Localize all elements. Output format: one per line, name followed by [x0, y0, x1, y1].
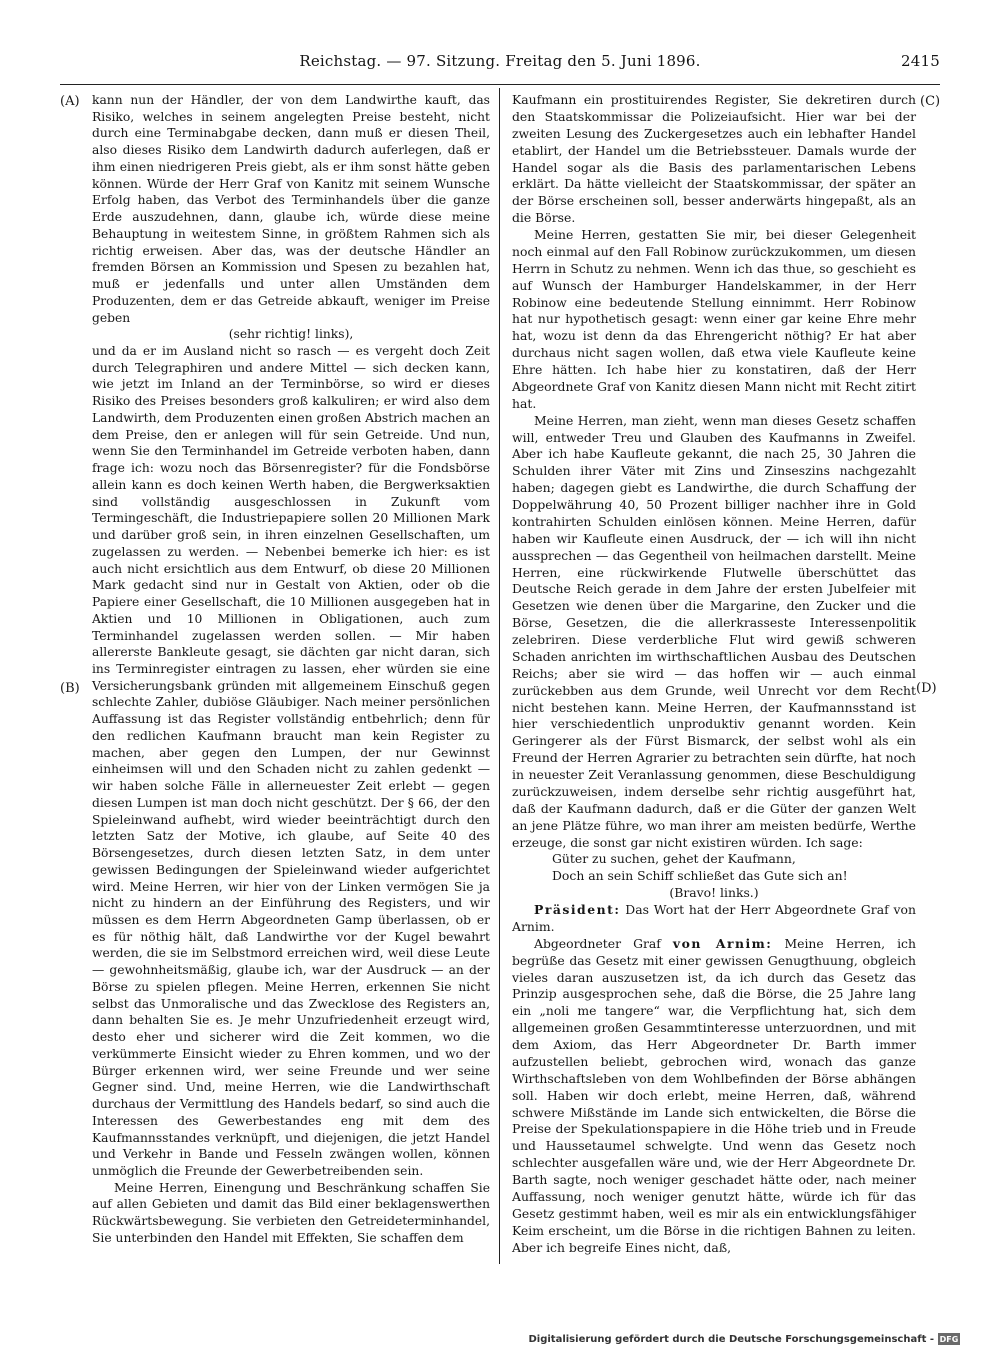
arnim-text: Meine Herren, ich begrüße das Gesetz mit einer gewissen Genugthuung, obgleich vieles daran auszusetzen ist, da ich durch das Gesetz das Prinzip ausgesprochen sehe, daß die Börse, die 25 Jahre lang ein „noli me tangere“ war, die Verpflichtung hat, sich dem allgemeinen großen Gesammtinteresse unterzuordnen, und mit dem Axiom, das Herr Abgeordneter Dr. Barth immer aufzustellen beliebt, gebrochen wird, wonach das ganze Wirthschaftsleben von dem Wohlbefinden der Börse abhängen soll. Haben wir doch erlebt, meine Herren, daß, während schwere Mißstände im Lande sich entwickelten, die Börse die Preise der Spekulationspapiere in die Höhe trieb und in Freude und Haussetaumel schwelgte. Und wenn das Gesetz noch schlechter ausgefallen wäre und, wie der Herr Abgeordnete Dr. Barth sagte, noch weniger geschadet hätte oder, nach meiner Auffassung, noch weniger genutzt hätte, würde ich für das Gesetz gestimmt haben, weil es mir als ein entwicklungsfähiger Keim erscheint, um die Börse in die richtigen Bahnen zu leiten. Aber ich begreife Eines nicht, daß,: [512, 935, 916, 1255]
verse-line-2: Doch an sein Schiff schließet das Gute sich an!: [552, 868, 848, 884]
arnim-intro: Abgeordneter Graf: [534, 935, 661, 951]
header-title: Reichstag. — 97. Sitzung. Freitag den 5. Juni 1896.: [299, 52, 701, 70]
president-text: Das Wort hat der Herr Abgeordnete Graf von Arnim.: [512, 902, 916, 934]
dfg-logo: DFG: [939, 1334, 959, 1344]
verse-line-1: Güter zu suchen, gehet der Kaufmann,: [552, 851, 796, 867]
margin-marker-d: (D): [916, 681, 937, 696]
left-paragraph-2: und da er im Ausland nicht so rasch — es vergeht doch Zeit durch Telegraphiren und andere Mittel — sich decken kann, wie jetzt im Inland an der Terminbörse, so wird er dieses Risiko des Preises besonders groß kalkuliren; er wird also dem Landwirth, dem Produzenten einen großen Abstrich machen an dem Preise, den er anlegen will für sein Getreide. Und nun, wenn Sie den Terminhandel im Getreide verboten haben, dann frage ich: wozu noch das Börsenregister? für die Fondsbörse allein kann es doch keinen Werth haben, die Bergwerksaktien sind vollständig ausgeschlossen in Zukunft vom Termingeschäft, die Industriepapiere sollen 20 Millionen Mark und darüber groß sein, in ihren einzelnen Gesellschaften, um zugelassen zu werden. — Nebenbei bemerke ich hier: es ist auch nicht ersichtlich aus dem Entwurf, ob diese 20 Millionen Mark gedacht sind nur in Gestalt von Aktien, oder ob die Papiere einer Gesellschaft, die 10 Millionen ausgegeben hat in Aktien und 10 Millionen in Obligationen, auch zum Terminhandel zugelassen werden sollen. — Mir haben allererste Bankleute gesagt, sie dächten gar nicht daran, sich ins Terminregister eintragen zu lassen, eher würden sie eine Versicherungsbank gründen mit allgemeinem Einschuß gegen schlechte Zahler, dubiöse Gläubiger. Nach meiner persönlichen Auffassung ist das Register vollständig entbehrlich; denn für den redlichen Kaufmann braucht man kein Register zu machen, aber gegen den Lumpen, der nur Gewinnst einheimsen will und den Schaden nicht zu zahlen gedenkt — wir haben solche Fälle in allerneuester Zeit erlebt — gegen diesen Lumpen ist man doch nicht geschützt. Der § 66, der den Spieleinwand aufhebt, wird wieder beeinträchtigt durch den letzten Satz der Motive, ich glaube, auf Seite 40 des Börsengesetzes, durch diesen letzten Satz, in dem unter gewissen Bedingungen der Spieleinwand wieder aufgerichtet wird. Meine Herren, wir hier von der Linken vermögen Sie ja nicht zu hindern an der Einführung des Registers, und wir müssen es dem Herrn Abgeordneten Gamp überlassen, ob er es für nöthig hält, daß Landwirthe vor der Kugel bewahrt werden, die sie im Selbstmord erreichen wird, weil diese Leute — gewohnheitsmäßig, glaube ich, war der Ausdruck — an der Börse zu spielen pflegen. Meine Herren, erkennen Sie nicht selbst das Unmoralische und das Zwecklose des Registers an, dann behalten Sie es. Je mehr Unzufriedenheit erzeugt wird, desto eher und sicherer wird die Zeit kommen, wo die verkümmerte Einsicht wieder zu Ehren kommen, und wo der Bürger erkennen wird, wer seine Freunde und wer seine Gegner sind. Und, meine Herren, wie die Landwirthschaft durchaus der Vermittlung des Handels bedarf, so sind auch die Interessen des Gewerbestandes eng mit dem des Kaufmannsstandes verknüpft, und diejenigen, die jetzt Handel und Verkehr in Bande und Fesseln zwängen wollen, können unmöglich die Freunde der Gewerbetreibenden sein.: [92, 344, 490, 1178]
column-divider: [499, 88, 500, 1264]
arnim-speech: [512, 936, 916, 1257]
margin-marker-b: (B): [60, 681, 80, 696]
arnim-name: von Arnim:: [672, 935, 773, 951]
margin-marker-c: (C): [920, 94, 941, 109]
president-label: Präsident:: [534, 902, 621, 917]
page-header: [60, 52, 940, 72]
applause-note: (Bravo! links.): [669, 885, 759, 901]
left-column: [92, 92, 490, 1247]
right-column: [512, 92, 916, 1256]
president-statement: [512, 902, 916, 936]
right-paragraph-3: Meine Herren, man zieht, wenn man dieses Gesetz schaffen will, entweder Treu und Glauben des Kaufmanns in Zweifel. Aber ich habe Kaufleute gekannt, die nach 25, 30 Jahren die Schulden ihrer Väter mit Zins und Zinseszins nachgezahlt haben; dagegen giebt es Landwirthe, die durch Schaffung der Doppelwährung 40, 50 Prozent billiger nachher ihre in Gold kontrahirten Schulden einlösen können. Meine Herren, dafür haben wir Kaufleute einen Ausdruck, der — ich will ihn nicht aussprechen — das Gegentheil von heilmachen darstellt. Meine Herren, eine rückwirkende Flutwelle überschüttet das Deutsche Reich gerade in dem Jahre der ersten Jubelfeier mit Gesetzen wie denen über die Margarine, den Zucker und die Börse, Gesetzen, die die allerkrasseste Interessenpolitik zelebriren. Diese verderbliche Flut wird gewiß schweren Schaden anrichten im wirthschaftlichen Ausbau des Deutschen Reichs; aber sie wird — das hoffen wir — auch einmal zurückebben aus dem Grunde, weil Unrecht vor dem Recht nicht bestehen kann. Meine Herren, der Kaufmannsstand ist hier verschiedentlich unproduktiv genannt worden. Kein Geringerer als der Fürst Bismarck, der selbst wohl als ein Freund der Herren Agrarier zu betrachten sein dürfte, hat noch in neuester Zeit Veranlassung genommen, diese Beschuldigung zurückzuweisen, indem derselbe sehr richtig ausgeführt hat, daß der Kaufmann dadurch, daß er die Güter der ganzen Welt an jene Plätze führe, wo man ihrer am meisten bedürfe, Werthe erzeuge, die sonst gar nicht existiren würden. Ich sage:: [512, 412, 916, 850]
right-paragraph-1: Kaufmann ein prostituirendes Register, Sie dekretiren durch den Staatskommissar die Polizeiaufsicht. Hier war bei der zweiten Lesung des Zuckergesetzes auch ein lebhafter Handel etablirt, der Handel um die Betriebssteuer. Damals wurde der Handel sogar als die Basis des parlamentarischen Lebens erklärt. Da hätte vielleicht der Staatskommissar, der später an der Börse erscheinen soll, besser anderwärts hingepaßt, als an die Börse.: [512, 92, 916, 226]
left-paragraph-3: Meine Herren, Einengung und Beschränkung schaffen Sie auf allen Gebieten und damit das Bild einer beklagenswerthen Rückwärtsbewegung. Sie verbieten den Getreideterminhandel, Sie unterbinden den Handel mit Effekten, Sie schaffen dem: [92, 1180, 490, 1245]
header-rule: [60, 84, 940, 85]
left-paragraph-1: kann nun der Händler, der von dem Landwirthe kauft, das Risiko, welches in seinem angelegten Preise besteht, nicht durch eine Terminabgabe decken, dann muß er diesen Theil, also dieses Risiko dem Landwirth dadurch auferlegen, daß er ihm einen niedrigeren Preis giebt, als er ihm sonst hätte geben können. Würde der Herr Graf von Kanitz mit seinem Wunsche Erfolg haben, das Verbot des Terminhandels über die ganze Erde auszudehnen, dann, glaube ich, würde diese meine Behauptung in weitestem Sinne, in größtem Rahmen sich als richtig erweisen. Aber das, was der deutsche Händler an fremden Börsen an Kommission und Spesen zu bezahlen hat, muß er jedenfalls und unter allen Umständen dem Produzenten, dem er das Getreide abkauft, weniger im Preise geben: [92, 93, 490, 325]
footer-text: Digitalisierung gefördert durch die Deutsche Forschungsgemeinschaft -: [528, 1333, 934, 1345]
right-paragraph-2: Meine Herren, gestatten Sie mir, bei dieser Gelegenheit noch einmal auf den Fall Robinow zurückzukommen, um diesen Herrn in Schutz zu nehmen. Wenn ich das thue, so geschieht es auf Wunsch der Hamburger Handelskammer, in der Herr Robinow eine bedeutende Stellung einnimmt. Herr Robinow hat nur hypothetisch gesagt: wenn einer gar keine Ehre mehr hat, wozu ist denn da das Ehrengericht nöthig? Er hat aber durchaus nicht sagen wollen, daß etwa viele Kaufleute keine Ehre hätten. Ich habe hier zu konstatiren, daß der Herr Abgeordnete Graf von Kanitz diesen Mann nicht mit Recht zitirt hat.: [512, 227, 916, 411]
margin-marker-a: (A): [60, 94, 80, 109]
page-number: 2415: [901, 52, 940, 70]
left-interjection: (sehr richtig! links),: [228, 327, 354, 342]
footer-credit: [528, 1333, 960, 1345]
